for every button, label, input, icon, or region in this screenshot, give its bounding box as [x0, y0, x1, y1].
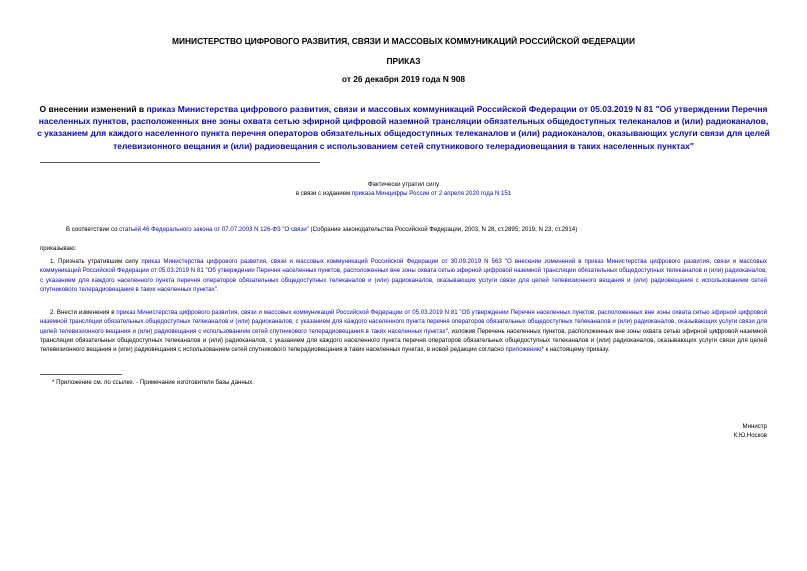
title-link[interactable]: приказ Министерства цифрового развития, связи и массовых коммуникаций Российской Федерации от 05.03.2019 N 81 "Об утверждении Перечня населенных пунктов, расположенных вне зоны охвата сетью эфирной цифровой наземной трансляции обязательных общедоступных телеканалов и (или) радиоканалов, с указанием для каждого населенного пункта перечня операторов обязательных общедоступных телеканалов и (или) радиоканалов, оказывающих услуги связи для целей телевизионного вещания и (или) радиовещания с использованием сетей спутникового телерадиовещания в таких населенных пунктах" [37, 104, 770, 151]
item2-middle: , изложив Перечень населенных пунктов, расположенных вне зоны охвата сетью эфирной цифровой наземной трансляции обязательных общедоступных телеканалов и (или) радиоканалов, с указанием для каждого населенного пункта перечня операторов обязательных общедоступных телеканалов и (или) радиоканалов, оказывающих услуги связи для целей телевизионного вещания и (или) радиовещания с использованием сетей спутникового телерадиовещания в таких населенных пунктах, в новой редакции согласно [40, 327, 767, 354]
item2-prefix: 2. Внести изменения в [50, 309, 117, 316]
ministry-heading: МИНИСТЕРСТВО ЦИФРОВОГО РАЗВИТИЯ, СВЯЗИ И МАССОВЫХ КОММУНИКАЦИЙ РОССИЙСКОЙ ФЕДЕРАЦИИ [172, 36, 635, 46]
basis-law-link[interactable]: статьей 46 Федерального закона от 07.07.2003 N 126-ФЗ "О связи" [119, 226, 309, 233]
basis-suffix: (Собрание законодательства Российской Федерации, 2003, N 28, ст.2895; 2019, N 23, ст.2914) [308, 226, 578, 233]
status-reason-prefix: в связи с изданием [295, 190, 352, 198]
validity-status [40, 180, 767, 199]
title-prefix: О внесении изменений в [39, 104, 147, 114]
basis-prefix: В соответствии со [66, 226, 120, 233]
item1-link[interactable]: приказ Министерства цифрового развития, связи и массовых коммуникаций Российской Федерации от 30.09.2019 N 563 "О внесении изменений в приказ Министерства цифрового развития, связи и массовых коммуникаций Российской Федерации от 05.03.2019 N 81 "Об утверждении Перечня населенных пунктов, расположенных вне зоны охвата сетью эфирной цифровой наземной трансляции обязательных общедоступных телеканалов и (или) радиоканалов, с указанием для каждого населенного пункта перечня операторов обязательных общедоступных телеканалов и (или) радиоканалов, оказывающих услуги связи для целей телевизионного вещания и (или) радиовещания с использованием сетей спутникового телерадиовещания в таких населенных пунктах" [40, 258, 767, 293]
order-item-1 [40, 257, 767, 294]
signatory-position: Министр [742, 423, 767, 430]
status-reason-link[interactable]: приказа Минцифры России от 2 апреля 2020 года N 151 [351, 190, 512, 198]
doc-type-heading: ПРИКАЗ [386, 56, 421, 66]
item2-appendix-link[interactable]: приложению [505, 346, 542, 354]
status-reason [40, 189, 767, 198]
signature-block [734, 422, 767, 441]
signatory-name: К.Ю.Носков [733, 432, 767, 440]
footnote-divider [40, 374, 122, 375]
document-title [36, 103, 771, 152]
item2-link[interactable]: приказ Министерства цифрового развития, связи и массовых коммуникаций Российской Федерации от 05.03.2019 N 81 "Об утверждении Перечня населенных пунктов, расположенных вне зоны охвата сетью эфирной цифровой наземной трансляции обязательных общедоступных телеканалов и (или) радиоканалов, с указанием для каждого населенного пункта перечня операторов обязательных общедоступных телеканалов и (или) радиоканалов, оказывающих услуги связи для целей телевизионного вещания и (или) радиовещания с использованием сетей спутникового телерадиовещания в таких населенных пунктах" [40, 309, 767, 335]
item1-prefix: 1. Признать утратившим силу [50, 258, 142, 265]
title-divider [40, 162, 320, 163]
doc-date-number: от 26 декабря 2019 года N 908 [341, 74, 466, 84]
order-word: приказываю: [40, 245, 77, 252]
item1-suffix: . [216, 285, 219, 293]
status-line: Фактически утратил силу [367, 181, 440, 188]
legal-basis-paragraph [40, 225, 767, 234]
order-item-2 [40, 308, 767, 354]
item2-suffix: * к настоящему приказу. [541, 346, 610, 354]
footnote: * Приложение см. по ссылке. - Примечание изготовителя базы данных. [52, 379, 254, 386]
